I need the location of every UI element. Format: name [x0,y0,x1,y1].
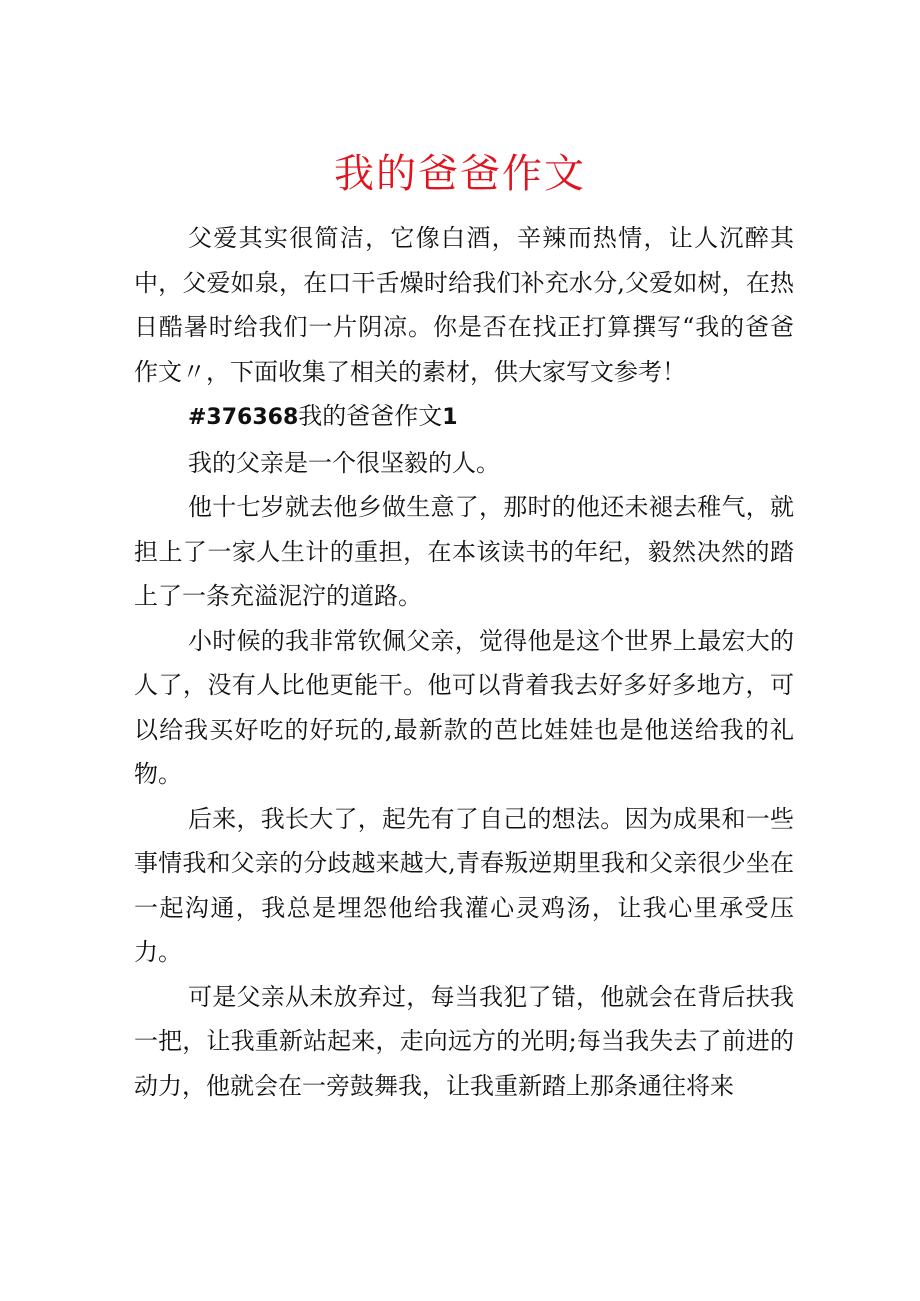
section-index: 1 [442,405,458,430]
section-number: #376368 [188,405,299,430]
section-heading [134,394,794,441]
section-title: 我的爸爸作文 [298,402,443,430]
paragraph: 他十七岁就去他乡做生意了，那时的他还未褪去稚气，就担上了一家人生计的重担，在本该读书的年纪，毅然决然的踏上了一条充溢泥泞的道路。 [134,493,794,610]
paragraph: 后来，我长大了，起先有了自己的想法。因为成果和一些事情我和父亲的分歧越来越大,青春叛逆期里我和父亲很少坐在一起沟通，我总是埋怨他给我灌心灵鸡汤，让我心里承受压力。 [134,804,794,966]
paragraph: 小时候的我非常钦佩父亲，觉得他是这个世界上最宏大的人了，没有人比他更能干。他可以背着我去好多好多地方，可以给我买好吃的好玩的,最新款的芭比娃娃也是他送给我的礼物。 [134,626,794,788]
paragraph: 我的父亲是一个很坚毅的人。 [188,448,500,477]
document-body [134,216,794,1108]
paragraph: 可是父亲从未放弃过，每当我犯了错，他就会在背后扶我一把，让我重新站起来，走向远方的光明;每当我失去了前进的动力，他就会在一旁鼓舞我，让我重新踏上那条通往将来 [134,982,794,1100]
intro-paragraph: 父爱其实很简洁，它像白酒，辛辣而热情，让人沉醉其中，父爱如泉，在口干舌燥时给我们补充水分,父爱如树，在热日酷暑时给我们一片阴凉。你是否在找正打算撰写“我的爸爸作文〃，下面收集了相关的素材，供大家写文参考！ [134,224,794,386]
document-title: 我的爸爸作文 [334,151,586,197]
